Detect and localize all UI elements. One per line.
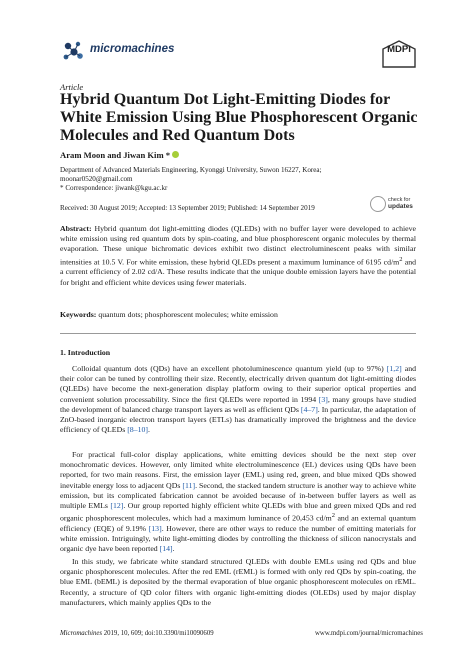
article-title: Hybrid Quantum Dot Light-Emitting Diodes for White Emission Using Blue Phosphorescent Organic Molecules and Red Quantum Dots — [60, 91, 418, 144]
text-run: Colloidal quantum dots (QDs) have an excellent photoluminescence quantum yield (up to 97%) — [72, 364, 387, 373]
citation-link[interactable]: [12] — [110, 501, 124, 511]
check-for-updates-label — [388, 197, 413, 210]
abstract — [60, 224, 416, 288]
article-type: Article — [60, 82, 84, 92]
citation-link[interactable]: [11] — [182, 480, 196, 490]
citation-link[interactable]: [13] — [148, 524, 162, 534]
abstract-sup: 2 — [399, 255, 403, 263]
intro-paragraph-1 — [60, 364, 416, 435]
keywords-label: Keywords: — [60, 310, 97, 319]
text-run: In this study, we fabricate white standard structured QLEDs with double EMLs using red QDs and blue organic phosphorescent molecules. After the red EML (rEML) is formed with only red QDs by spin-coating, the blue EML (bEML) is deposited by the thermal evaporation of blue organic phosphorescent molecules on rEML. Recently, a structure of QD color filters with organic light-emitting diodes (OLEDs) used by major display manufacturers, which mainly applies QDs to the — [60, 557, 416, 607]
check-for-updates-badge[interactable] — [370, 196, 418, 214]
citation-link[interactable]: [1,2] — [386, 364, 402, 373]
text-run: and an external quantum efficiency (EQE) of 9.19% — [60, 513, 416, 534]
keywords — [60, 310, 416, 319]
intro-paragraph-2 — [60, 450, 416, 555]
author-names: Aram Moon and Jiwan Kim * — [60, 150, 171, 160]
affiliation — [60, 166, 390, 184]
text-run: . Our group reported highly efficient white QLEDs with blue and green mixed QDs and red organic phosphorescent molecules, which had a maximum luminance of 20,453 cd/m — [60, 501, 416, 523]
author-list — [60, 150, 179, 160]
citation-link[interactable]: [8–10] — [127, 425, 148, 435]
abstract-label: Abstract: — [60, 224, 92, 233]
intro-paragraph-3 — [60, 557, 416, 608]
footer-journal: Micromachines — [60, 630, 103, 637]
text-run: and their color can be tuned by controlling their size. Recently, electrically driven quantum dot light-emitting diodes (QLEDs) have become the next-generation display platform owing to their superior optical properties and convenient solution processability. Since the first QLEDs were reported in 1994 — [60, 364, 416, 404]
citation-link[interactable]: [14] — [159, 544, 173, 554]
micromachines-logo — [60, 38, 86, 64]
correspondence: * Correspondence: jiwank@kgu.ac.kr — [60, 184, 168, 192]
text-run: , many groups have studied the development of balanced charge transport layers as well as efficient QDs — [60, 394, 416, 414]
abstract-text-b: and a current efficiency of 2.02 cd/A. These results indicate that the unique double emission layers have the potential for bright and efficient white devices using fewer materials. — [60, 257, 416, 287]
footer-url[interactable]: www.mdpi.com/journal/micromachines — [315, 630, 423, 637]
text-run: . Second, the stacked tandem structure is another way to achieve white emission, but its complicated fabrication cannot be avoided because of in-between buffer layers as well as multiple EMLs — [60, 480, 416, 511]
superscript: 2 — [331, 512, 335, 520]
text-run: For practical full-color display applications, white emitting devices should be the next step over monochromatic devices. However, only limited white electroluminescence (EL) devices using QDs have been reported, for two main reasons. First, the emission layer (EML) using red, green, and blue mixed QDs showed inevitable energy loss to adjacent QDs — [60, 450, 416, 490]
text-run: . However, there are other ways to reduce the number of emitting materials for white emission. Intriguingly, white light-emitting diodes by controlling the thickness of silicon nanocrystals and organic dye have been reported — [60, 524, 416, 554]
check-label-line2: updates — [388, 202, 413, 210]
abstract-text-a: Hybrid quantum dot light-emitting diodes (QLEDs) with no buffer layer were developed to achieve white emission using red quantum dots by spin-coating, and blue phosphorescent organic molecules by thermal evaporation. These unique bichromatic devices exhibit two distinct electroluminescent peaks with similar intensities at 10.5 V. For white emission, these hybrid QLEDs present a maximum luminance of 6195 cd/m — [60, 224, 416, 267]
orcid-icon[interactable] — [172, 151, 179, 158]
citation-link[interactable]: [3] — [318, 394, 328, 404]
text-run: . In particular, the adaptation of ZnO-based inorganic electron transport layers (ETLs) has dramatically improved the brightness and the device efficiency of QLEDs — [60, 404, 416, 435]
text-run: . — [147, 425, 150, 435]
text-run: . — [172, 544, 175, 554]
check-label-line1: check for — [388, 197, 411, 203]
affiliation-line: Department of Advanced Materials Engineering, Kyonggi University, Suwon 16227, Korea; — [60, 166, 322, 174]
keywords-text: quantum dots; phosphorescent molecules; white emission — [96, 310, 278, 319]
publisher-name: MDPI — [387, 44, 411, 55]
citation-link[interactable]: [4–7] — [300, 404, 318, 414]
footer-citation-rest: 2019, 10, 609; doi:10.3390/mi10090609 — [102, 630, 214, 637]
footer-citation — [60, 630, 214, 637]
check-for-updates-icon — [370, 196, 386, 212]
section-divider — [60, 333, 416, 334]
author-email[interactable]: moonar0520@gmail.com — [60, 175, 133, 183]
publication-dates: Received: 30 August 2019; Accepted: 13 September 2019; Published: 14 September 2019 — [60, 204, 315, 212]
section-heading: 1. Introduction — [60, 348, 111, 357]
journal-name[interactable]: micromachines — [90, 43, 175, 55]
